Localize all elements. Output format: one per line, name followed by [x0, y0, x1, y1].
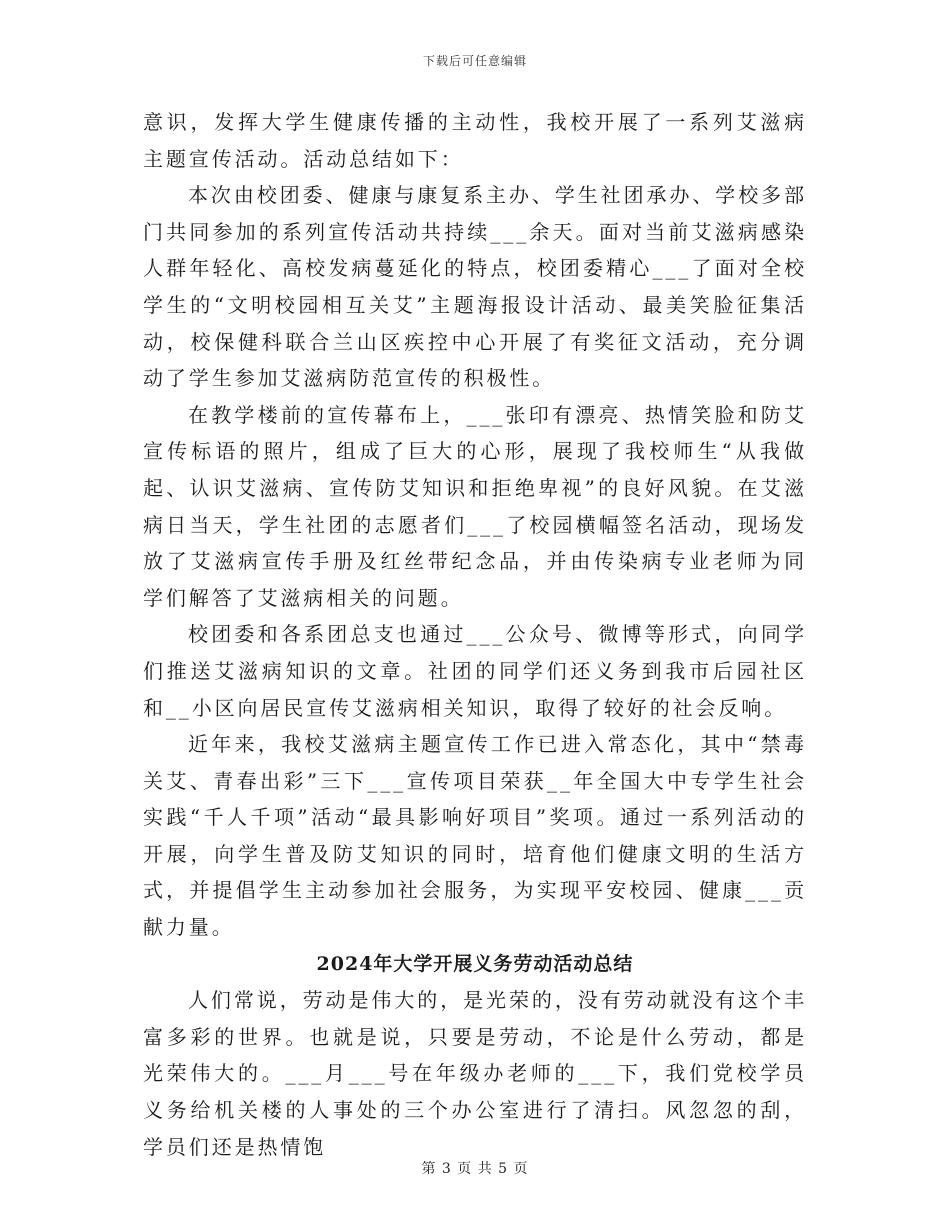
paragraph: 本次由校团委、健康与康复系主办、学生社团承办、学校多部门共同参加的系列宣传活动共持续___余天。面对当前艾滋病感染人群年轻化、高校发病蔓延化的特点，校团委精心___了面对全校学生的“文明校园相互关艾”主题海报设计活动、最美笑脸征集活动，校保健科联合兰山区疾控中心开展了有奖征文活动，充分调动了学生参加艾滋病防范宣传的积极性。	[143, 183, 807, 391]
paragraph: 校团委和各系团总支也通过___公众号、微博等形式，向同学们推送艾滋病知识的文章。社团的同学们还义务到我市后园社区和__小区向居民宣传艾滋病相关知识，取得了较好的社会反响。	[143, 622, 807, 720]
paragraph: 在教学楼前的宣传幕布上，___张印有漂亮、热情笑脸和防艾宣传标语的照片，组成了巨大的心形，展现了我校师生“从我做起、认识艾滋病、宣传防艾知识和拒绝卑视”的良好风貌。在艾滋病日当天，学生社团的志愿者们___了校园横幅签名活动，现场发放了艾滋病宣传手册及红丝带纪念品，并由传染病专业老师为同学们解答了艾滋病相关的问题。	[143, 402, 807, 610]
paragraph: 近年来，我校艾滋病主题宣传工作已进入常态化，其中“禁毒关艾、青春出彩”三下___宣传项目荣获__年全国大中专学生社会实践“千人千项”活动“最具影响好项目”奖项。通过一系列活动的开展，向学生普及防艾知识的同时，培育他们健康文明的生活方式，并提倡学生主动参加社会服务，为实现平安校园、健康___贡献力量。	[143, 732, 807, 940]
page-number: 第 3 页 共 5 页	[421, 1161, 529, 1177]
paragraph: 意识，发挥大学生健康传播的主动性，我校开展了一系列艾滋病主题宣传活动。活动总结如下：	[143, 110, 807, 171]
section-title: 2024年大学开展义务劳动活动总结	[316, 952, 634, 975]
document-body	[143, 104, 807, 1165]
page-header: 下载后可任意编辑	[422, 54, 527, 68]
paragraph: 人们常说，劳动是伟大的，是光荣的，没有劳动就没有这个丰富多彩的世界。也就是说，只要是劳动，不论是什么劳动，都是光荣伟大的。___月___号在年级办老师的___下，我们党校学员义务给机关楼的人事处的三个办公室进行了清扫。风忽忽的刮，学员们还是热情饱	[143, 988, 807, 1159]
